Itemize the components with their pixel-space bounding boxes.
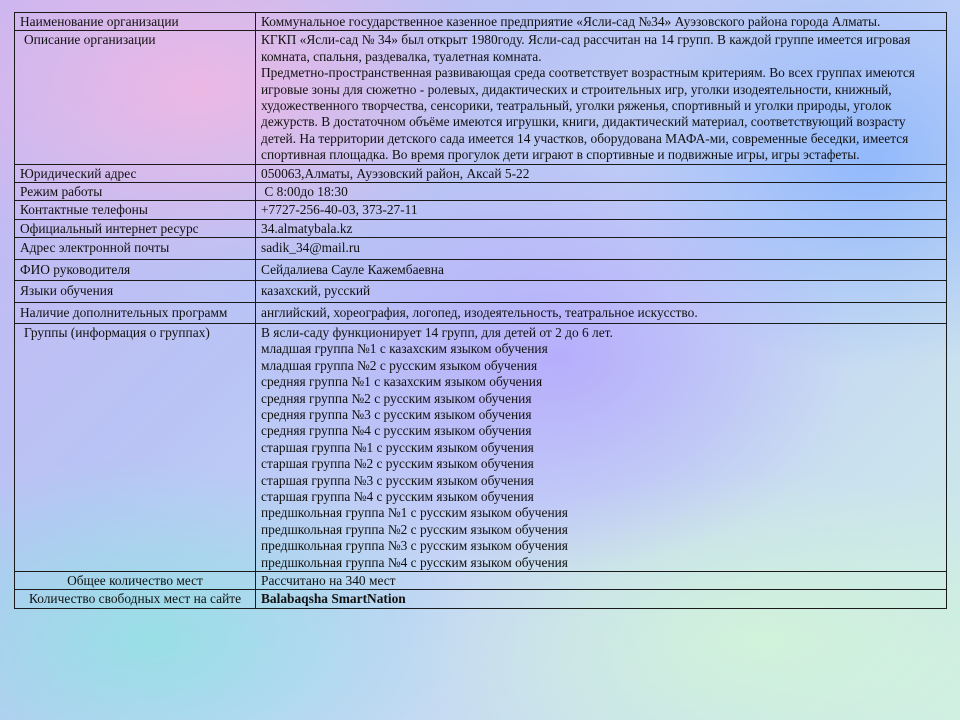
- list-item: предшкольная группа №3 с русским языком обучения: [261, 538, 568, 554]
- row-email: [15, 238, 947, 259]
- row-legal-address: [15, 164, 947, 182]
- row-contact-phones: [15, 201, 947, 219]
- groups-intro: В ясли-саду функционирует 14 групп, для детей от 2 до 6 лет.: [261, 324, 613, 340]
- list-item: средняя группа №2 с русским языком обучения: [261, 390, 532, 406]
- row-website: [15, 219, 947, 237]
- description-paragraph-2: Предметно-пространственная развивающая среда соответствует возрастным критериям. Во всех группах имеются игровые зоны для сюжетно - ролевых, дидактических и строительных игр, уголки изодеятельности, книжный, художественного творчества, сенсорики, театральный, уголки ряженья, спортивный и уголки природы, уголок дежурств. В достаточном объёме имеются игрушки, книги, дидактический материал, соответствующий возрасту детей. На территории детского сада имеется 14 участков, оборудована МАФА-ми, современные беседки, имеется спортивная площадка. Во время прогулок дети играют в спортивные и подвижные игры, игры эстафеты.: [261, 65, 915, 163]
- list-item: старшая группа №1 с русским языком обучения: [261, 439, 534, 455]
- label-total-capacity: Общее количество мест: [15, 572, 256, 590]
- label-contact-phones: Контактные телефоны: [15, 201, 256, 219]
- list-item: младшая группа №2 с русским языком обучения: [261, 357, 538, 373]
- list-item: старшая группа №3 с русским языком обучения: [261, 472, 534, 488]
- label-languages: Языки обучения: [15, 281, 256, 302]
- list-item: старшая группа №4 с русским языком обучения: [261, 488, 534, 504]
- label-director: ФИО руководителя: [15, 259, 256, 280]
- label-working-hours: Режим работы: [15, 183, 256, 201]
- organization-info-table: [14, 12, 947, 609]
- row-languages: [15, 281, 947, 302]
- row-groups: [15, 323, 947, 571]
- value-email: sadik_34@mail.ru: [256, 238, 947, 259]
- row-total-capacity: [15, 572, 947, 590]
- row-director: [15, 259, 947, 280]
- label-organization-name: Наименование организации: [15, 13, 256, 31]
- list-item: средняя группа №4 с русским языком обучения: [261, 423, 532, 439]
- label-groups: Группы (информация о группах): [15, 323, 256, 571]
- value-organization-name: Коммунальное государственное казенное предприятие «Ясли-сад №34» Ауэзовского района города Алматы.: [256, 13, 947, 31]
- description-paragraph-1: КГКП «Ясли-сад № 34» был открыт 1980году. Ясли-сад рассчитан на 14 групп. В каждой группе имеется игровая комната, спальня, раздевалка, туалетная комната.: [261, 32, 911, 64]
- label-organization-description: Описание организации: [15, 31, 256, 164]
- list-item: предшкольная группа №1 с русским языком обучения: [261, 505, 568, 521]
- value-free-places: Balabaqsha SmartNation: [256, 590, 947, 608]
- label-email: Адрес электронной почты: [15, 238, 256, 259]
- label-additional-programs: Наличие дополнительных программ: [15, 302, 256, 323]
- value-groups: [256, 323, 947, 571]
- value-legal-address: 050063,Алматы, Ауэзовский район, Аксай 5-22: [256, 164, 947, 182]
- value-contact-phones: +7727-256-40-03, 373-27-11: [256, 201, 947, 219]
- value-organization-description: [256, 31, 947, 164]
- row-additional-programs: [15, 302, 947, 323]
- row-organization-description: [15, 31, 947, 164]
- value-total-capacity: Рассчитано на 340 мест: [256, 572, 947, 590]
- list-item: предшкольная группа №4 с русским языком обучения: [261, 554, 568, 570]
- label-website: Официальный интернет ресурс: [15, 219, 256, 237]
- row-working-hours: [15, 183, 947, 201]
- value-website: 34.almatybala.kz: [256, 219, 947, 237]
- list-item: младшая группа №1 с казахским языком обучения: [261, 341, 548, 357]
- label-legal-address: Юридический адрес: [15, 164, 256, 182]
- list-item: средняя группа №1 с казахским языком обучения: [261, 374, 543, 390]
- label-free-places: Количество свободных мест на сайте: [15, 590, 256, 608]
- list-item: старшая группа №2 с русским языком обучения: [261, 456, 534, 472]
- value-director: Сейдалиева Сауле Кажембаевна: [256, 259, 947, 280]
- list-item: средняя группа №3 с русским языком обучения: [261, 406, 532, 422]
- value-additional-programs: английский, хореография, логопед, изодеятельность, театральное искусство.: [256, 302, 947, 323]
- value-working-hours: С 8:00до 18:30: [256, 183, 947, 201]
- row-organization-name: [15, 13, 947, 31]
- list-item: предшкольная группа №2 с русским языком обучения: [261, 521, 568, 537]
- value-languages: казахский, русский: [256, 281, 947, 302]
- row-free-places: [15, 590, 947, 608]
